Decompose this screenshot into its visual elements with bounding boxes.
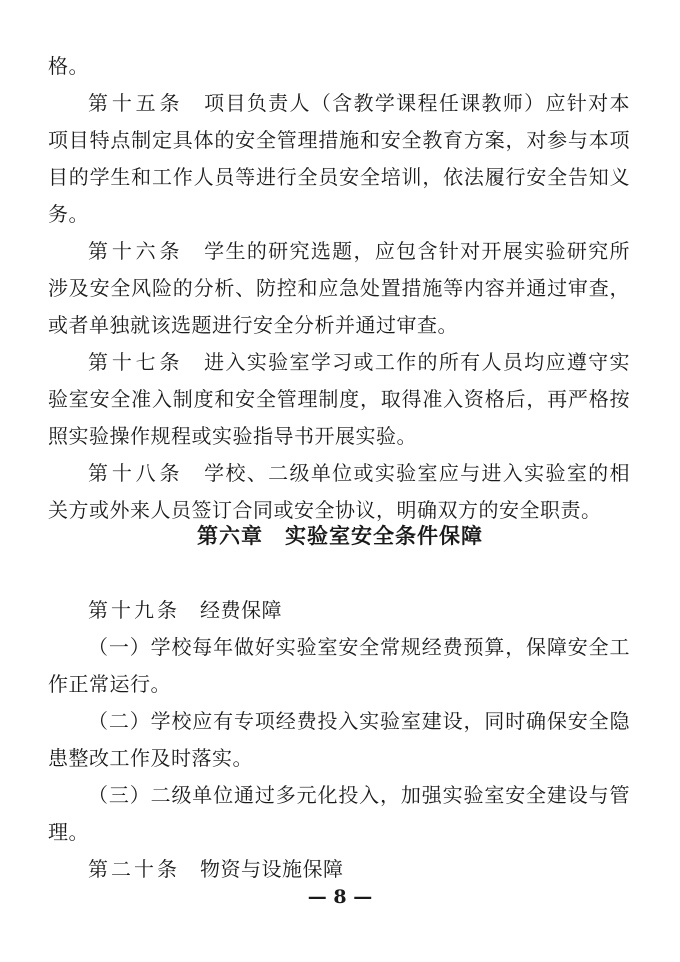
chapter-number: 第六章 [197,524,263,548]
article-16 [48,233,630,344]
article-17 [48,344,630,455]
article-18 [48,455,630,529]
paragraph-continuation [48,48,630,85]
clause-text: （三）二级单位通过多元化投入，加强实验室安全建设与管理。 [48,783,630,844]
clause-text: （二）学校应有专项经费投入实验室建设，同时确保安全隐患整改工作及时落实。 [48,709,630,770]
body-text-top [48,48,630,529]
clause-1 [48,629,630,703]
article-number: 第十七条 [88,350,184,374]
article-number: 第十九条 [88,598,180,622]
clause-text: （一）学校每年做好实验室安全常规经费预算，保障安全工作正常运行。 [48,635,630,696]
article-text: 经费保障 [200,598,282,622]
article-number: 第十五条 [88,91,184,115]
clause-2 [48,703,630,777]
article-20 [48,851,630,888]
paragraph-text: 格。 [48,54,89,78]
chapter-heading [0,520,680,550]
chapter-title: 实验室安全条件保障 [285,524,483,548]
article-number: 第十八条 [88,461,184,485]
article-19 [48,592,630,629]
article-text: 项目负责人（含教学课程任课教师）应针对本项目特点制定具体的安全管理措施和安全教育方案，对参与本项目的学生和工作人员等进行全员安全培训，依法履行安全告知义务。 [48,91,631,226]
article-text: 进入实验室学习或工作的所有人员均应遵守实验室安全准入制度和安全管理制度，取得准入资格后，再严格按照实验操作规程或实验指导书开展实验。 [48,350,631,448]
article-number: 第十六条 [88,239,184,263]
article-text: 学生的研究选题，应包含针对开展实验研究所涉及安全风险的分析、防控和应急处置措施等内容并通过审查，或者单独就该选题进行安全分析并通过审查。 [48,239,631,337]
body-text-bottom [48,592,630,888]
article-15 [48,85,630,233]
page-number: — 8 — [307,886,373,908]
article-number: 第二十条 [88,857,180,881]
clause-3 [48,777,630,851]
article-text: 学校、二级单位或实验室应与进入实验室的相关方或外来人员签订合同或安全协议，明确双方的安全职责。 [48,461,631,522]
article-text: 物资与设施保障 [200,857,344,881]
